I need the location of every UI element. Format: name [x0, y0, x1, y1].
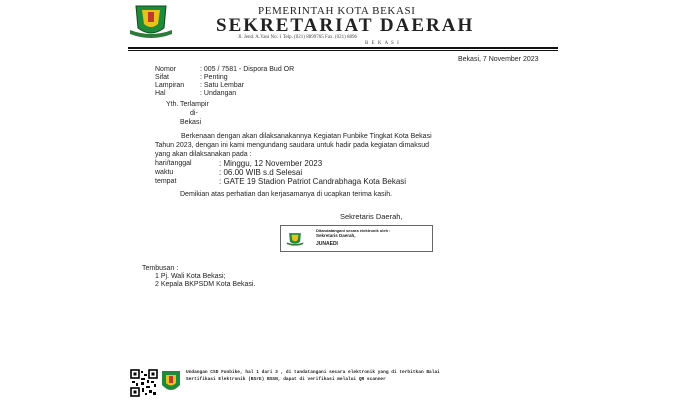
body-paragraph-line-1: Berkenaan dengan akan dilaksanakannya Kegiatan Funbike Tingkat Kota Bekasi: [181, 133, 432, 140]
meta-sifat-value: : Penting: [200, 74, 228, 81]
schedule-day-value: : Minggu, 12 November 2023: [219, 159, 323, 168]
letterhead-city: B E K A S I: [365, 41, 400, 46]
meta-hal-value: : Undangan: [200, 90, 237, 97]
recipient-di: di-: [190, 110, 198, 117]
kota-bekasi-emblem-icon: [286, 232, 304, 246]
letterhead-address: Jl. Jend. A.Yani No. 1 Telp. (021) 8899765 Fax. (021) 8896: [238, 35, 358, 40]
recipient-city: Bekasi: [180, 119, 202, 126]
schedule-place-label: tempat: [155, 178, 177, 185]
letterhead-rule-thin: [128, 50, 558, 51]
kota-bekasi-emblem-icon: [128, 4, 174, 38]
recipient-name: Terlampir: [180, 101, 209, 108]
tembusan-item-1: 1 Pj. Wali Kota Bekasi;: [155, 273, 226, 280]
letterhead-office: SEKRETARIAT DAERAH: [216, 15, 475, 36]
meta-nomor-label: Nomor: [155, 66, 177, 73]
footer-note-line-2: Sertifikasi Elektronik (BSrE) BSSN, dapat di verifikasi melalui QR scanner: [186, 377, 386, 382]
e-signature-title: Sekretaris Daerah,: [316, 233, 356, 238]
bsre-seal-icon: [160, 369, 182, 395]
letter-date: Bekasi, 7 November 2023: [458, 56, 539, 63]
tembusan-heading: Tembusan :: [142, 265, 179, 272]
letterhead-government: PEMERINTAH KOTA BEKASI: [258, 5, 416, 17]
letterhead-rule-thick: [128, 47, 558, 49]
e-signature-box: [280, 225, 433, 252]
recipient-yth: Yth.: [166, 101, 179, 108]
meta-lampiran-value: : Satu Lembar: [200, 82, 244, 89]
tembusan-item-2: 2 Kepala BKPSDM Kota Bekasi.: [155, 281, 256, 288]
schedule-place-value: : GATE 19 Stadion Patriot Candrabhaga Kota Bekasi: [219, 177, 407, 186]
footer-note-line-1: Undangan CSD Funbike, hal 1 dari 3 , di tandatangani secara elektronik yang di terbitkan Balai: [186, 370, 440, 375]
schedule-time-label: waktu: [155, 169, 174, 176]
e-signature-name: JUNAEDI: [316, 241, 338, 247]
e-signature-caption: Ditandatangani secara elektronik oleh :: [316, 228, 391, 233]
signature-position: Sekretaris Daerah,: [340, 212, 403, 221]
closing-text: Demikian atas perhatian dan kerjasamanya di ucapkan terima kasih.: [180, 191, 393, 198]
meta-lampiran-label: Lampiran: [155, 82, 185, 89]
body-paragraph-line-2: Tahun 2023, dengan ini kami mengundang saudara untuk hadir pada kegiatan dimaksud: [155, 142, 429, 149]
meta-sifat-label: Sifat: [155, 74, 170, 81]
qr-code-icon: [130, 369, 158, 397]
meta-nomor-value: : 005 / 7581 - Dispora Bud OR: [200, 66, 295, 73]
schedule-day-label: hari/tanggal: [155, 160, 192, 167]
schedule-time-value: : 06.00 WIB s.d Selesai: [219, 168, 303, 177]
meta-hal-label: Hal: [155, 90, 166, 97]
body-paragraph-line-3: yang akan dilaksanakan pada :: [155, 151, 252, 158]
